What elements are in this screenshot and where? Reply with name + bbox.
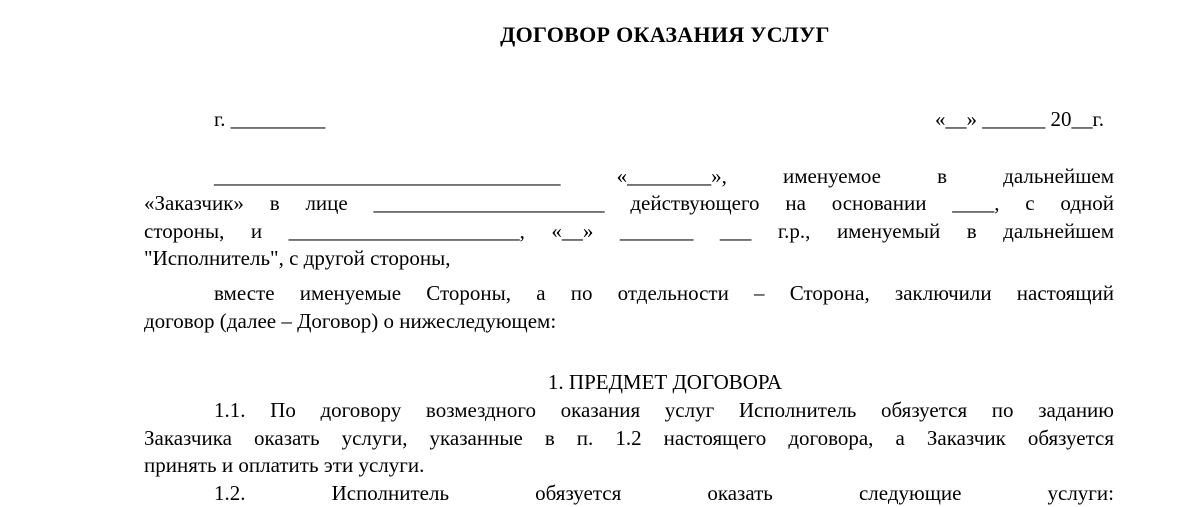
city-field: г. _________ — [214, 107, 326, 131]
preamble-line-2: «Заказчик» в лице ______________________ действующего на основании ____, с одной — [144, 191, 1114, 215]
section-1-title: 1. ПРЕДМЕТ ДОГОВОРА — [547, 370, 783, 394]
document-title: ДОГОВОР ОКАЗАНИЯ УСЛУГ — [500, 22, 830, 47]
clause-1-1-line-3: принять и оплатить эти услуги. — [144, 453, 425, 477]
clause-1-2-line-1: 1.2. Исполнитель обязуется оказать следующие услуги: — [214, 481, 1114, 505]
preamble-line-1: _________________________________ «________», именуемое в дальнейшем — [214, 164, 1114, 188]
together-line-1: вместе именуемые Стороны, а по отдельности – Сторона, заключили настоящий — [214, 281, 1114, 305]
preamble-line-4: "Исполнитель", с другой стороны, — [144, 246, 451, 270]
clause-1-1-line-1: 1.1. По договору возмездного оказания услуг Исполнитель обязуется по заданию — [214, 398, 1114, 422]
preamble-line-3: стороны, и ______________________, «__» _______ ___ г.р., именуемый в дальнейшем — [144, 219, 1114, 243]
clause-1-1-line-2: Заказчика оказать услуги, указанные в п. 1.2 настоящего договора, а Заказчик обязуется — [144, 426, 1114, 450]
date-field: «__» ______ 20__г. — [935, 107, 1104, 131]
together-line-2: договор (далее – Договор) о нижеследующем: — [144, 309, 557, 333]
